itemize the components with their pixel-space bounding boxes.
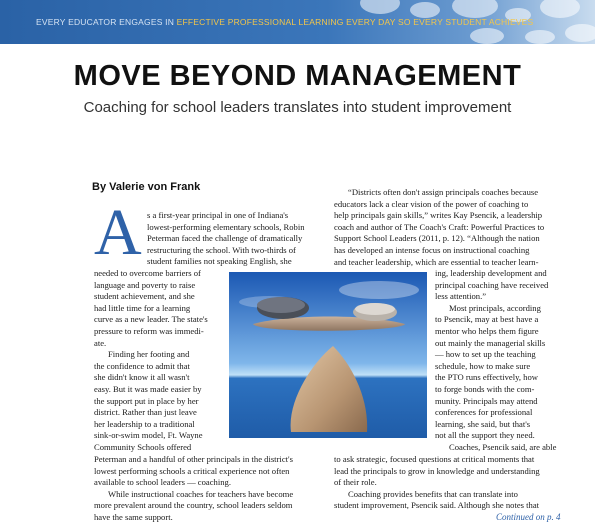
text-line: the support put in place by her	[94, 395, 199, 406]
text-line: mentor who helps them figure	[435, 325, 539, 336]
text-line: Support School Leaders (2011, p. 12). “Although the nation	[334, 233, 540, 244]
text-line: schedule, how to make sure	[435, 360, 531, 371]
text-line: district. Rather than just leave	[94, 407, 197, 418]
text-line: help principals gain skills,” writes Kay Psencik, a leadership	[334, 210, 543, 221]
text-line: had little time for a learning	[94, 302, 191, 313]
stones-illustration	[229, 272, 427, 438]
header-tagline	[0, 15, 595, 29]
tagline-lead: EVERY EDUCATOR ENGAGES IN	[36, 17, 177, 27]
text-line: the confidence to admit that	[94, 360, 190, 371]
text-line: Peterman faced the challenge of dramatically	[147, 233, 303, 244]
text-line: learning, she said, but that's	[435, 418, 531, 429]
text-line: curve as a new leader. The state's	[94, 314, 208, 325]
text-line: conferences for professional	[435, 407, 533, 418]
text-line: student families not speaking English, she	[147, 256, 292, 267]
text-line: pressure to reform was immedi-	[94, 325, 204, 336]
text-line: to Psencik, may at best have a	[435, 314, 539, 325]
text-line: ing, leadership development and	[435, 268, 547, 278]
text-line: Coaching provides benefits that can translate into	[348, 488, 518, 499]
text-line: has developed an intense focus on instructional coaching	[334, 244, 530, 255]
balanced-stones-photo	[229, 272, 427, 438]
text-line: lead the principals to grow in knowledge and understanding	[334, 465, 540, 476]
text-line: educators lack a clear vision of the power of coaching to	[334, 198, 529, 209]
article-subtitle: Coaching for school leaders translates into student improvement	[83, 99, 512, 116]
text-line: student achievement, and she	[94, 291, 195, 302]
text-line: have the same support.	[94, 511, 173, 522]
text-line: munity. Principals may attend	[435, 395, 538, 406]
tagline-highlight: EFFECTIVE PROFESSIONAL LEARNING EVERY DAY SO EVERY STUDENT ACHIEVES	[176, 17, 534, 27]
col1-wrap	[94, 268, 208, 454]
text-line: Coaches, Psencik said, are able	[449, 441, 557, 452]
text-line: student improvement, Psencik said. Although she notes that	[334, 500, 540, 511]
text-line: her leadership to a traditional	[94, 418, 195, 429]
decorative-dot	[525, 30, 555, 44]
text-line: to forge bonds with the com-	[435, 383, 535, 394]
text-line: out mainly the managerial skills	[435, 337, 546, 348]
text-line: sink-or-swim model, Ft. Wayne	[94, 430, 203, 441]
text-line: Finding her footing and	[108, 349, 190, 360]
text-line: and teacher leadership, which are essential to teacher learn-	[334, 256, 539, 267]
text-line: While instructional coaches for teachers have become	[108, 488, 294, 499]
text-line: not all the support they need.	[435, 430, 535, 441]
text-line: principal coaching have received	[435, 279, 549, 290]
text-line: Most principals, according	[449, 302, 541, 313]
col1-bottom	[94, 454, 293, 524]
article-title: MOVE BEYOND MANAGEMENT	[73, 60, 522, 92]
text-line: lowest performing schools a critical experience not often	[94, 465, 290, 476]
col1-intro	[147, 210, 305, 268]
decorative-dot	[470, 28, 504, 44]
text-line: restructuring the school. With two-thirds of	[147, 244, 296, 255]
byline: By Valerie von Frank	[92, 181, 201, 193]
text-line: “Districts often don't assign principals coaches because	[348, 187, 539, 197]
drop-cap: A	[94, 196, 142, 269]
text-line: to ask strategic, focused questions at critical moments that	[334, 454, 535, 464]
text-line: ate.	[94, 337, 107, 348]
text-line: s a first-year principal in one of Indiana's	[147, 210, 289, 220]
text-line: language and poverty to raise	[94, 279, 196, 290]
continued-note: Continued on p. 4	[496, 512, 561, 522]
text-line: Peterman and a handful of other principals in the district's	[94, 454, 293, 464]
text-line: the PTO runs effectively, how	[435, 372, 538, 383]
text-line: needed to overcome barriers of	[94, 268, 201, 278]
text-line: coach and author of The Coach's Craft: Powerful Practices to	[334, 221, 545, 232]
text-line: available to school leaders — coaching.	[94, 477, 231, 488]
text-line: Community Schools offered	[94, 441, 192, 452]
text-line: easy. But it was made easier by	[94, 383, 202, 394]
header-band	[0, 0, 595, 44]
text-line: more prevalent around the country, school leaders seldom	[94, 500, 293, 511]
text-line: less attention.”	[435, 291, 487, 302]
col2-intro	[334, 187, 544, 268]
text-line: of their role.	[334, 477, 377, 488]
text-line: lowest-performing elementary schools, Robin	[147, 221, 305, 232]
text-line: she didn't know it all wasn't	[94, 372, 190, 383]
decorative-dot	[360, 0, 400, 14]
text-line: — how to set up the teaching	[435, 349, 536, 360]
col2-wrap	[435, 268, 556, 454]
col2-bottom	[334, 454, 540, 512]
